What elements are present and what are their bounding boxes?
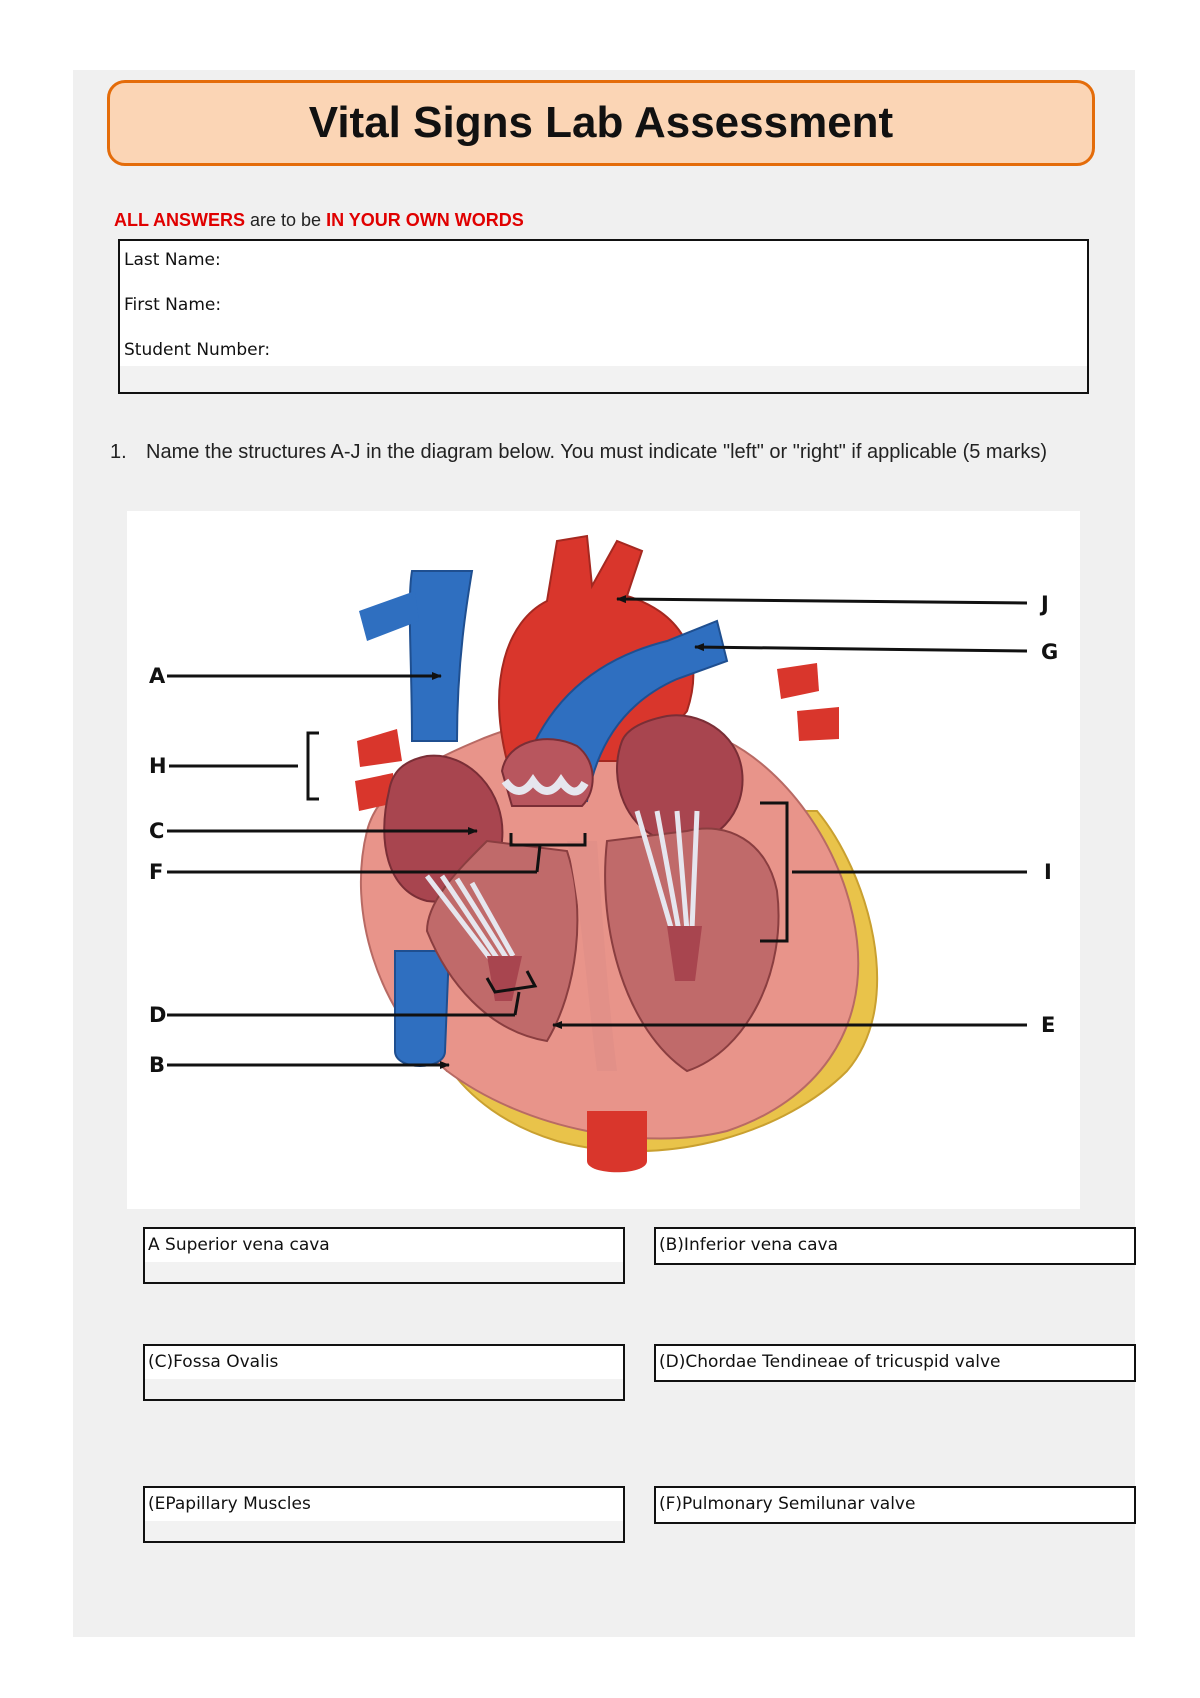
answer-e[interactable]: (EPapillary Muscles: [148, 1494, 311, 1514]
pulmonary-vein-left-upper: [357, 729, 402, 767]
leader-j: [617, 599, 1027, 603]
student-info-shade: [120, 366, 1087, 392]
label-i: I: [1044, 860, 1052, 884]
label-b: B: [149, 1053, 166, 1077]
label-f: F: [149, 860, 164, 884]
question-text: Name the structures A-J in the diagram below. You must indicate "left" or "right" if applicable (5 marks): [146, 441, 1048, 463]
student-number-field[interactable]: Student Number:: [124, 340, 271, 360]
pulmonary-valve-chamber: [502, 739, 593, 806]
label-j: J: [1041, 592, 1049, 616]
page-title: Vital Signs Lab Assessment: [308, 98, 894, 147]
answer-c[interactable]: (C)Fossa Ovalis: [148, 1352, 279, 1372]
instruction-emphasis-1: ALL ANSWERS: [114, 210, 246, 230]
answer-box-shade: [145, 1262, 623, 1282]
descending-aorta: [587, 1111, 647, 1172]
answer-d[interactable]: (D)Chordae Tendineae of tricuspid valve: [659, 1352, 1001, 1372]
label-g: G: [1041, 640, 1059, 664]
pulmonary-vein-right-lower: [797, 707, 839, 741]
instruction-line: [114, 210, 524, 231]
answer-box-e[interactable]: [143, 1486, 625, 1543]
title-banner: [107, 80, 1095, 166]
inferior-vena-cava: [395, 951, 449, 1066]
heart-diagram: [127, 511, 1080, 1209]
label-e: E: [1041, 1013, 1056, 1037]
instruction-emphasis-2: IN YOUR OWN WORDS: [326, 210, 524, 230]
instruction-connector: are to be: [245, 210, 327, 230]
first-name-field[interactable]: First Name:: [124, 295, 222, 315]
answer-f[interactable]: (F)Pulmonary Semilunar valve: [659, 1494, 916, 1514]
answer-box-d[interactable]: [654, 1344, 1136, 1382]
bracket-h: [308, 733, 319, 799]
label-h: H: [149, 754, 167, 778]
pulmonary-vein-right-upper: [777, 663, 819, 699]
leader-g: [695, 647, 1027, 651]
answer-b[interactable]: (B)Inferior vena cava: [659, 1235, 839, 1255]
label-a: A: [149, 664, 166, 688]
answer-a[interactable]: A Superior vena cava: [148, 1235, 330, 1255]
last-name-field[interactable]: Last Name:: [124, 250, 221, 270]
answer-box-shade: [145, 1379, 623, 1399]
answer-box-shade: [145, 1521, 623, 1541]
answer-box-b[interactable]: [654, 1227, 1136, 1265]
superior-vena-cava: [410, 571, 472, 741]
heart-illustration: [127, 511, 1080, 1209]
student-info-box: [118, 239, 1089, 394]
answer-box-a[interactable]: [143, 1227, 625, 1284]
label-c: C: [149, 819, 165, 843]
question-number: 1.: [110, 441, 127, 463]
answer-box-c[interactable]: [143, 1344, 625, 1401]
label-d: D: [149, 1003, 167, 1027]
answer-box-f[interactable]: [654, 1486, 1136, 1524]
